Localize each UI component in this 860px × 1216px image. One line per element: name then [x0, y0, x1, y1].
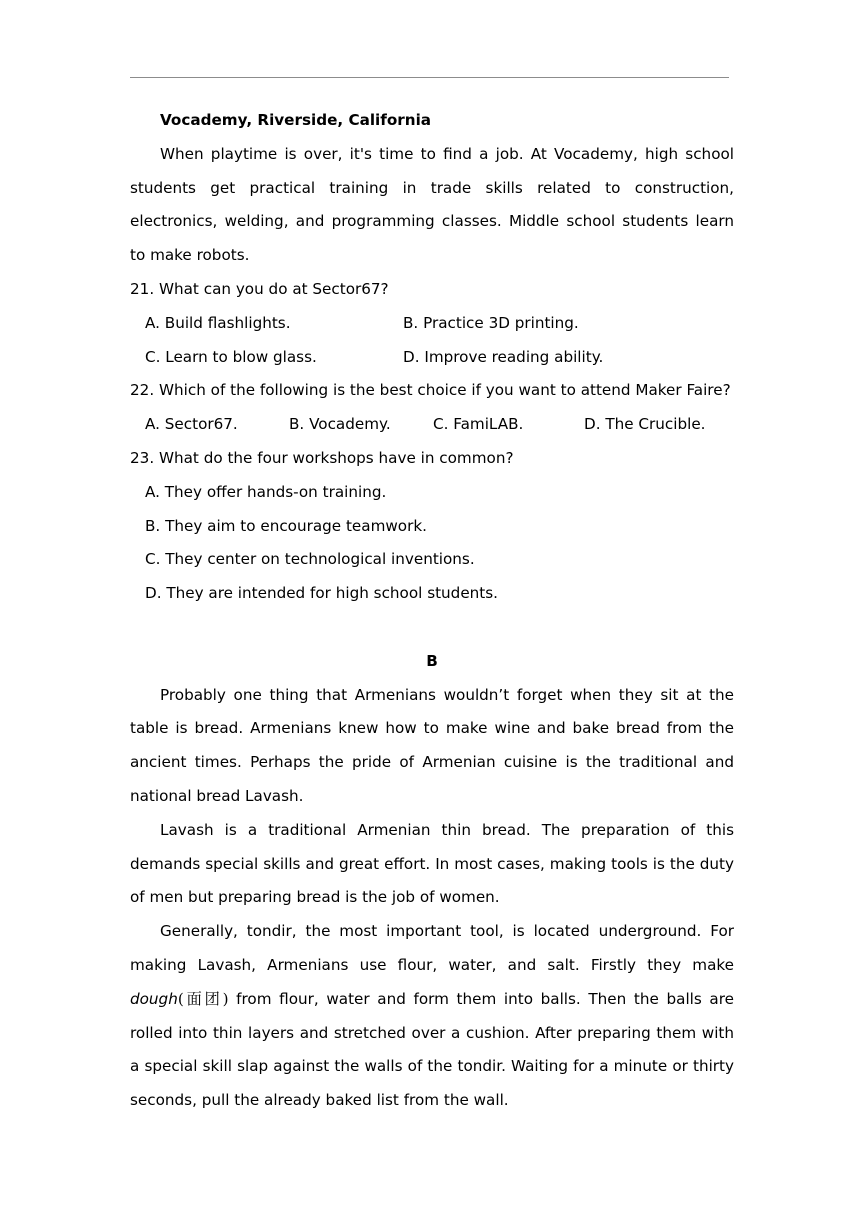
option-a: A. They offer hands-on training.: [145, 482, 387, 501]
section-paragraph: Lavash is a traditional Armenian thin bread. The preparation of this demands special skills and great effort. In most cases, making tools is the duty of men but preparing bread is the job of women.: [130, 820, 734, 907]
section-paragraph: Probably one thing that Armenians wouldn’t forget when they sit at the table is bread. Armenians knew how to make wine and bake bread from the ancient times. Perhaps the pride of Armenian cuisine is the traditional and national bread Lavash.: [130, 685, 734, 805]
option-d: D. The Crucible.: [584, 415, 706, 434]
option-a: A. Build flashlights.: [145, 313, 291, 332]
option-a: A. Sector67.: [145, 415, 238, 434]
section-paragraph: [130, 915, 734, 1118]
question-options-21: [130, 307, 734, 341]
italic-term: dough: [130, 989, 178, 1008]
option-c: C. They center on technological inventions.: [145, 550, 475, 569]
paragraph-text: Generally, tondir, the most important tool, is located underground. For making Lavash, Armenians use flour, water, and salt. Firstly they make: [130, 922, 734, 974]
passage-paragraph: When playtime is over, it's time to find a job. At Vocademy, high school students get practical training in trade skills related to construction, electronics, welding, and programming classes. Middle school students learn to make robots.: [130, 144, 734, 265]
document-body: [130, 104, 734, 1118]
section-title: B: [426, 651, 438, 670]
blank-line: [130, 611, 734, 645]
option-c: C. FamiLAB.: [433, 415, 524, 434]
passage-heading: Vocademy, Riverside, California: [160, 111, 432, 129]
option-b: B. They aim to encourage teamwork.: [145, 516, 427, 535]
question-stem-22: 22. Which of the following is the best choice if you want to attend Maker Faire?: [130, 381, 731, 400]
chinese-gloss: (面团): [177, 989, 229, 1008]
option-b: B. Practice 3D printing.: [403, 313, 579, 332]
option-c: C. Learn to blow glass.: [145, 347, 317, 366]
option-b: B. Vocademy.: [289, 415, 391, 434]
option-d: D. They are intended for high school students.: [145, 584, 498, 603]
question-stem-21: 21. What can you do at Sector67?: [130, 279, 389, 298]
question-options-21: [130, 341, 734, 375]
question-stem-23: 23. What do the four workshops have in common?: [130, 448, 514, 467]
paragraph-text: from flour, water and form them into balls. Then the balls are rolled into thin layers and stretched over a cushion. After preparing them with a special skill slap against the walls of the tondir. Waiting for a minute or thirty seconds, pull the already baked list from the wall.: [130, 989, 734, 1110]
option-d: D. Improve reading ability.: [403, 347, 604, 366]
question-options-22: [130, 408, 734, 442]
header-rule: [130, 77, 729, 78]
